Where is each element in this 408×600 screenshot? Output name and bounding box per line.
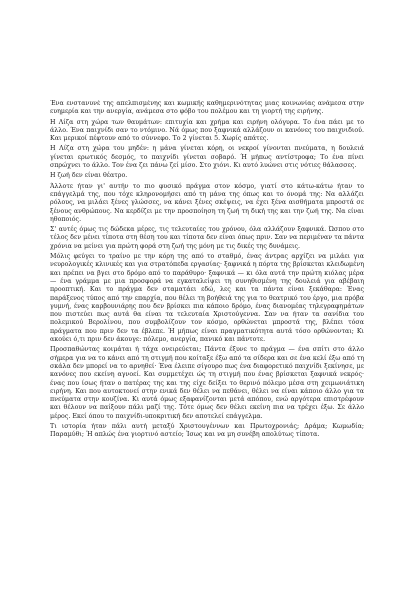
paragraph-5: Άλλοτε ήταν γι' αυτήν το πιο φυσικό πράγμα στον κόσμο, γιατί στο κάτω-κάτω ήταν το επάγγελμά της, που τόχε κληρονομήσει από τη μάνα της όπως και το όνομά της: Να αλλάζει ρόλους, να μιλάει ξένες γλώσσες, να κάνει ξένες σκέψεις, να έχει ξένα αισθήματα μπροστά σε ξένους ανθρώπους. Να κερδίζει με την προσποίηση τη ζωή τη δική της και την ζωή της. Να είναι ηθοποιός. — [50, 182, 364, 223]
paragraph-7: Μόλις φεύγει το τραίνο με την κόρη της από το σταθμό, ένας άντρας αρχίζει να μιλάει για νευρολογικές κλινικές και για στρατόπεδα εργασίας· ξαφνικά η πόρτα της βρίσκεται κλειδωμένη και πρέπει να βγει στο δρόμο από το παράθυρο· ξαφνικά — κι όλα αυτά την πρώτη κιόλας μέρα — ένα γράμμα με μια προσφορά να εγκαταλείψει τη συνηθισμένη της δουλειά για αβέβαιη προοπτική. Και το πράγμα δεν σταματάει εδώ, λες και τα πάντα είναι ξεκάθαρα: Ένας παράξενος τύπος από την επαρχία, που θέλει τη βοήθειά της για το θεατρικό του έργο, μια πρόβα γυμνή, ένας καρβουνιάρης που δεν βρίσκει πια κάποιο δρόμο, ένας διανομέας τηλεγραφημάτων που πιστεύει πως αυτά θα είναι τα τελευταία Χριστούγεννα. Σαν να ήταν τα σανίδια του πολεμικού Βερολίνου, που συμβολίζουν τον κόσμο, ορθώνεται μπροστά της, βλέπει τόσα πράγματα που πριν δεν τα έβλεπε. Ή μήπως είναι πραγματικότητα αυτά τόσο ορθώνονται; Κι ακούει ό,τι πριν δεν άκουγε: πόλεμο, ανεργία, πανικό και πάντοτε. — [50, 253, 364, 344]
paragraph-1: Ένα ενστανυνέ της απελπισμένης και κωμικής καθημερινότητας μιας κοινωνίας ανάμεσα στην ευημερία και την ανεργία, ανάμεσα στο φόβο του πολέμου και τη γιορτή της ειρήνης. — [50, 100, 364, 116]
paragraph-3: Η Λίζα στη χώρα του μηδέν: η μάνα γίνεται κόρη, οι νεκροί γίνονται πνεύματα, η δουλειά γίνεται ερωτικός δεσμός, το παιχνίδι γίνεται σοβαρό. Ή μήπως αντίστροφα; Το ένα πίνει σπρώχνει το άλλο. Τον ένα ζει πάνω ζεί μίσο. Στο χιόνι. Κι αυτό λυώνει στις νότιες θάλασσες. — [50, 145, 364, 170]
paragraph-8: Προσπαθώντας κοιμάται ή τάχα ονειρεύεται; Πάντα έξυνε το πράγμα — ένα σπίτι στο άλλο σήμερα για να το κάνει από τη στιγμή που κοίταξε έξω από τα σίδερα και σε ένα κελί έξω από τη σκάλα δεν μπορεί να το αρνηθεί· Ένα έλειπε σίγουρο πως ένα διαφορετικό παιχνίδι ξεκίνησε, με κανόνες που εκείνη αγνοεί. Και συμμετέχει ώς τη στιγμή που ένας βρίσκεται ξαφνικά νεκρός· ένας που ίσως ήταν ο πατέρας της και της είχε δείξει το θερινό πόλεμο μέσα στη χειμωνιάτικη ειρήνη. Και που αυτοκτονεί στην ενικά δεν θέλει να πεθάνει, θέλει να είναι κάποιο άλλο για τα πνεύματα στην κουζίνα. Κι αυτά όμως εξαφανίζονται μετά απόπου, ενώ αργότερα επιστρέφουν και θέλουν να παίξουν πάλι μαζί της. Τότε όμως δεν θέλει εκείνη πια να τρέχει έξω. Σε άλλο μέρος. Εκεί όπου το παιχνίδι-υποκριτική δεν αποτελεί επάγγελμα. — [50, 346, 364, 420]
paragraph-6: Σ' αυτές όμως τις δώδεκα μέρες, τις τελευταίες του χρόνου, όλα αλλάζουν ξαφνικά. Ώσπου στο τέλος δεν μένει τίποτα στη θέση του και τίποτα δεν είναι όπως πριν. Σαν να περιμέναν τα πάντα χρόνια να μείνει για πρώτη φορά στη ζωή της μόνη με τις δικές της δυνάμεις. — [50, 226, 364, 250]
paragraph-2: Η Λίζα στη χώρα των θαυμάτων: επιτυχία και χρήμα και ειρήνη ολόγυρα. Το ένα πάει με το άλλο. Ένα παιχνίδι σαν το ντόμινο. Νά όμως που ξαφνικά αλλάζουν οι κανόνες του παιχνιδιού. Και μερικοί πέφτουν από το σύννεφο. Το 2 γίνεται 5. Χωρίς απάτες. — [50, 118, 364, 143]
paragraph-9: Τι ιστορία ήταν πάλι αυτή μεταξύ Χριστουγέννων και Πρωτοχρονιάς; Δράμα; Κωμωδία; Παραμύθι; Ή απλώς ένα γιορτινό αστείο; Ίσως και να μη συνέβη απολύτως τίποτα. — [50, 422, 364, 439]
book-page-text — [50, 100, 364, 590]
paragraph-4: Η ζωή δεν είναι θέατρο. — [50, 172, 128, 180]
